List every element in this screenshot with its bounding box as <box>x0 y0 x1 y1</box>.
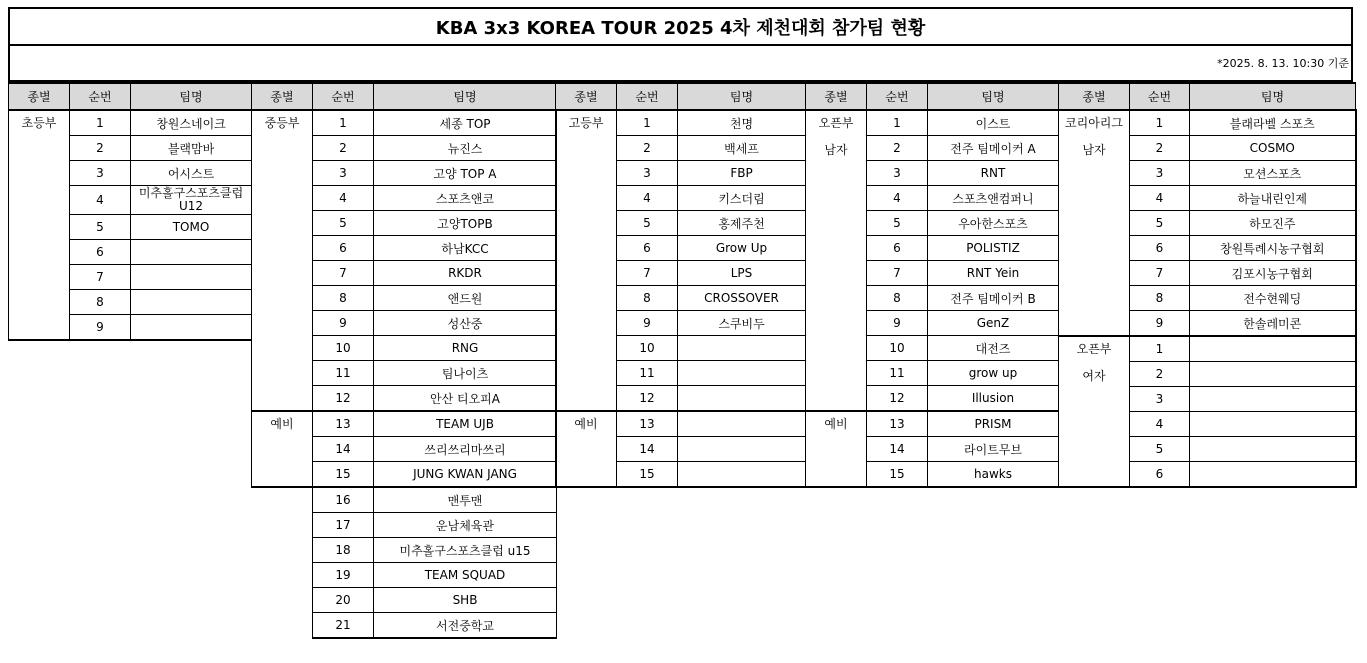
team-name: 어시스트 <box>131 161 252 186</box>
row-number: 11 <box>313 361 374 386</box>
team-name: 천명 <box>678 110 806 136</box>
row-number: 19 <box>313 563 374 588</box>
row-number: 15 <box>867 462 928 488</box>
team-table-5 <box>1058 82 1357 488</box>
team-name: 창원특례시농구협회 <box>1190 236 1356 261</box>
row-number: 7 <box>313 261 374 286</box>
row-number: 14 <box>867 437 928 462</box>
team-name <box>1190 362 1356 387</box>
team-name: 성산중 <box>374 311 557 336</box>
category-sublabel: 남자 <box>824 143 848 157</box>
team-name: RNG <box>374 336 557 361</box>
team-name <box>678 336 806 361</box>
row-number: 9 <box>70 315 131 341</box>
row-number: 7 <box>617 261 678 286</box>
team-name: TEAM SQUAD <box>374 563 557 588</box>
row-number: 5 <box>867 211 928 236</box>
team-name: 앤드원 <box>374 286 557 311</box>
row-number: 4 <box>617 186 678 211</box>
team-name: 하모진주 <box>1190 211 1356 236</box>
row-number: 1 <box>313 110 374 136</box>
category-label: 고등부 <box>568 116 604 130</box>
team-name: FBP <box>678 161 806 186</box>
team-name: 블래라벨 스포츠 <box>1190 110 1356 136</box>
row-number: 8 <box>1130 286 1190 311</box>
team-name: 스포츠앤컴퍼니 <box>928 186 1059 211</box>
row-number: 7 <box>70 265 131 290</box>
row-number: 21 <box>313 613 374 639</box>
row-number: 3 <box>867 161 928 186</box>
table-row <box>806 411 1059 437</box>
category-label: 코리아리그 <box>1065 116 1123 130</box>
row-number: 6 <box>70 240 131 265</box>
category-cell <box>1059 336 1130 487</box>
team-name: 라이트무브 <box>928 437 1059 462</box>
category-label: 예비 <box>824 417 848 431</box>
row-number: 15 <box>313 462 374 488</box>
header-team: 팀명 <box>678 83 806 110</box>
row-number: 3 <box>313 161 374 186</box>
header-team: 팀명 <box>928 83 1059 110</box>
header-category: 종별 <box>252 83 313 110</box>
team-name: 우아한스포츠 <box>928 211 1059 236</box>
row-number: 4 <box>1130 186 1190 211</box>
row-number: 10 <box>313 336 374 361</box>
team-name <box>131 240 252 265</box>
row-number: 1 <box>70 110 131 136</box>
row-number: 9 <box>617 311 678 336</box>
team-name: RNT Yein <box>928 261 1059 286</box>
row-number: 14 <box>617 437 678 462</box>
table-row <box>252 110 557 136</box>
row-number: 2 <box>1130 136 1190 161</box>
header-category: 종별 <box>806 83 867 110</box>
header-team: 팀명 <box>131 83 252 110</box>
category-label: 중등부 <box>264 116 300 130</box>
category-cell <box>1059 110 1130 336</box>
row-number: 8 <box>867 286 928 311</box>
team-table-1 <box>8 82 252 341</box>
team-name <box>131 290 252 315</box>
row-number: 5 <box>1130 211 1190 236</box>
row-number: 1 <box>867 110 928 136</box>
row-number: 4 <box>867 186 928 211</box>
header-category: 종별 <box>556 83 617 110</box>
table-row <box>252 487 557 513</box>
team-name: 서전중학교 <box>374 613 557 639</box>
category-label: 오픈부 <box>818 116 854 130</box>
team-name: CROSSOVER <box>678 286 806 311</box>
team-name <box>131 265 252 290</box>
team-name <box>678 462 806 488</box>
table-row <box>556 110 806 136</box>
team-name: PRISM <box>928 411 1059 437</box>
row-number: 4 <box>70 186 131 215</box>
team-name <box>678 386 806 412</box>
row-number: 18 <box>313 538 374 563</box>
row-number: 20 <box>313 588 374 613</box>
date-note: *2025. 8. 13. 10:30 기준 <box>1217 56 1349 70</box>
row-number: 5 <box>1130 437 1190 462</box>
header-number: 순번 <box>313 83 374 110</box>
row-number: 10 <box>617 336 678 361</box>
team-name: 쓰리쓰리마쓰리 <box>374 437 557 462</box>
row-number: 12 <box>313 386 374 412</box>
team-name <box>678 361 806 386</box>
team-name: RKDR <box>374 261 557 286</box>
row-number: 4 <box>313 186 374 211</box>
team-table-4 <box>805 82 1059 488</box>
row-number: 3 <box>1130 387 1190 412</box>
team-name <box>1190 336 1356 362</box>
row-number: 2 <box>1130 362 1190 387</box>
category-label: 예비 <box>270 417 294 431</box>
header-team: 팀명 <box>374 83 557 110</box>
row-number: 8 <box>617 286 678 311</box>
team-name: 운남체육관 <box>374 513 557 538</box>
team-name: SHB <box>374 588 557 613</box>
header-number: 순번 <box>867 83 928 110</box>
page-title: KBA 3x3 KOREA TOUR 2025 4차 제천대회 참가팀 현황 <box>8 7 1353 46</box>
team-name: 맨투맨 <box>374 487 557 513</box>
row-number: 9 <box>1130 311 1190 337</box>
team-name: 미추홀구스포츠클럽 u15 <box>374 538 557 563</box>
row-number: 6 <box>1130 236 1190 261</box>
team-name: GenZ <box>928 311 1059 336</box>
header-category: 종별 <box>1059 83 1130 110</box>
row-number: 1 <box>1130 110 1190 136</box>
row-number: 7 <box>867 261 928 286</box>
team-name: POLISTIZ <box>928 236 1059 261</box>
team-name: 창원스네이크 <box>131 110 252 136</box>
header-number: 순번 <box>1130 83 1190 110</box>
team-name: grow up <box>928 361 1059 386</box>
team-name: 미추홀구스포츠클럽 U12 <box>131 186 252 215</box>
row-number: 16 <box>313 487 374 513</box>
team-name <box>678 437 806 462</box>
table-row <box>556 411 806 437</box>
category-cell <box>9 110 70 340</box>
team-name: 안산 티오피A <box>374 386 557 412</box>
row-number: 9 <box>313 311 374 336</box>
category-cell <box>806 110 867 411</box>
row-number: 3 <box>1130 161 1190 186</box>
row-number: 5 <box>313 211 374 236</box>
category-label: 예비 <box>574 417 598 431</box>
row-number: 13 <box>313 411 374 437</box>
row-number: 10 <box>867 336 928 361</box>
row-number: 4 <box>1130 412 1190 437</box>
row-number: 14 <box>313 437 374 462</box>
team-name: hawks <box>928 462 1059 488</box>
team-name: RNT <box>928 161 1059 186</box>
header-number: 순번 <box>617 83 678 110</box>
team-name: JUNG KWAN JANG <box>374 462 557 488</box>
team-table-3 <box>555 82 806 488</box>
row-number: 5 <box>617 211 678 236</box>
team-name: 김포시농구협회 <box>1190 261 1356 286</box>
row-number: 13 <box>617 411 678 437</box>
category-sublabel: 남자 <box>1082 143 1106 157</box>
table-row <box>1059 110 1356 136</box>
row-number: 17 <box>313 513 374 538</box>
team-name: 홍제주천 <box>678 211 806 236</box>
row-number: 3 <box>617 161 678 186</box>
team-name: COSMO <box>1190 136 1356 161</box>
table-row <box>1059 336 1356 362</box>
team-name: 전주 팀메이커 B <box>928 286 1059 311</box>
row-number: 12 <box>867 386 928 412</box>
team-name: 백세프 <box>678 136 806 161</box>
row-number: 8 <box>313 286 374 311</box>
row-number: 5 <box>70 215 131 240</box>
team-name: 블랙맘바 <box>131 136 252 161</box>
team-name: 스쿠비두 <box>678 311 806 336</box>
header-category: 종별 <box>9 83 70 110</box>
team-name: 하남KCC <box>374 236 557 261</box>
team-name: 고양 TOP A <box>374 161 557 186</box>
category-cell <box>252 487 313 638</box>
team-name: 대전즈 <box>928 336 1059 361</box>
team-name: 한솔레미콘 <box>1190 311 1356 337</box>
team-name: 세종 TOP <box>374 110 557 136</box>
team-name: LPS <box>678 261 806 286</box>
row-number: 6 <box>1130 462 1190 488</box>
header-number: 순번 <box>70 83 131 110</box>
team-name: TOMO <box>131 215 252 240</box>
category-label: 오픈부 <box>1076 342 1112 356</box>
row-number: 2 <box>867 136 928 161</box>
team-name: 팀나이츠 <box>374 361 557 386</box>
row-number: 1 <box>617 110 678 136</box>
row-number: 1 <box>1130 336 1190 362</box>
row-number: 2 <box>70 136 131 161</box>
category-cell <box>556 411 617 487</box>
category-cell <box>252 411 313 487</box>
row-number: 11 <box>617 361 678 386</box>
team-name <box>678 411 806 437</box>
date-note-row <box>8 45 1353 82</box>
category-sublabel: 여자 <box>1082 369 1106 383</box>
row-number: 3 <box>70 161 131 186</box>
team-name: 전수현웨딩 <box>1190 286 1356 311</box>
team-name: 모션스포츠 <box>1190 161 1356 186</box>
team-name: 스포츠앤코 <box>374 186 557 211</box>
team-name: 하늘내린인제 <box>1190 186 1356 211</box>
team-name: Grow Up <box>678 236 806 261</box>
row-number: 6 <box>313 236 374 261</box>
team-name <box>1190 437 1356 462</box>
team-name <box>1190 412 1356 437</box>
team-table-2 <box>251 82 557 639</box>
row-number: 12 <box>617 386 678 412</box>
team-name: 고양TOPB <box>374 211 557 236</box>
category-cell <box>806 411 867 487</box>
team-name: 전주 팀메이커 A <box>928 136 1059 161</box>
row-number: 6 <box>617 236 678 261</box>
header-team: 팀명 <box>1190 83 1356 110</box>
row-number: 11 <box>867 361 928 386</box>
category-cell <box>252 110 313 411</box>
row-number: 13 <box>867 411 928 437</box>
row-number: 8 <box>70 290 131 315</box>
row-number: 9 <box>867 311 928 336</box>
category-cell <box>556 110 617 411</box>
category-label: 초등부 <box>21 116 57 130</box>
row-number: 2 <box>313 136 374 161</box>
row-number: 7 <box>1130 261 1190 286</box>
team-name: Illusion <box>928 386 1059 412</box>
row-number: 6 <box>867 236 928 261</box>
table-row <box>252 411 557 437</box>
table-row <box>9 110 252 136</box>
team-name <box>1190 462 1356 488</box>
team-name: 키스더림 <box>678 186 806 211</box>
team-name: TEAM UJB <box>374 411 557 437</box>
row-number: 2 <box>617 136 678 161</box>
team-name <box>1190 387 1356 412</box>
team-name <box>131 315 252 341</box>
team-name: 뉴진스 <box>374 136 557 161</box>
table-row <box>806 110 1059 136</box>
row-number: 15 <box>617 462 678 488</box>
team-name: 이스트 <box>928 110 1059 136</box>
